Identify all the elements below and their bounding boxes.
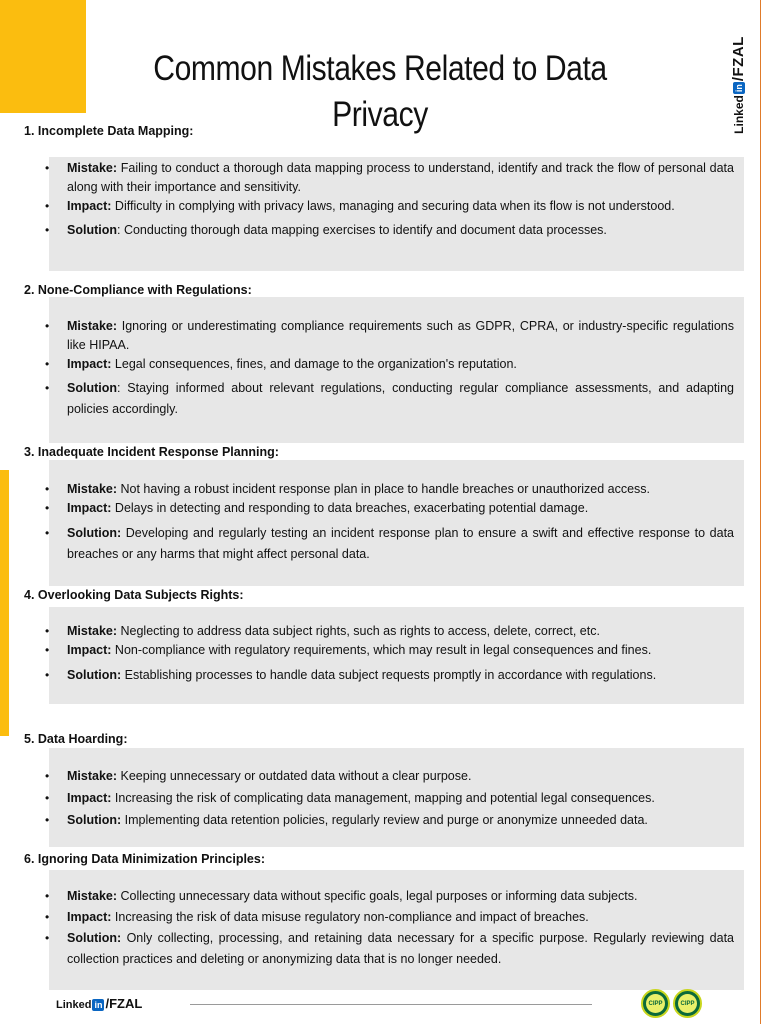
- item-label: Impact:: [67, 910, 112, 924]
- section-heading: 6. Ignoring Data Minimization Principles:: [24, 852, 265, 866]
- list-item: [45, 787, 744, 809]
- section-4-box: [45, 607, 744, 704]
- list-item: [45, 355, 744, 374]
- item-text: Ignoring or underestimating compliance requirements such as GDPR, CPRA, or industry-specific regulations like HIPAA.: [67, 319, 734, 352]
- list-item: [45, 197, 744, 216]
- item-text: : Conducting thorough data mapping exercises to identify and document data processes.: [117, 223, 607, 237]
- item-label: Mistake:: [67, 161, 118, 175]
- list-item: [45, 907, 744, 928]
- footer-brand-logo: [56, 995, 142, 1013]
- item-label: Impact:: [67, 643, 112, 657]
- section-heading: 2. None-Compliance with Regulations:: [24, 283, 252, 297]
- list-item: [45, 886, 744, 907]
- list-item: [45, 480, 744, 499]
- section-1-box: [45, 157, 744, 271]
- list-item: [45, 809, 744, 831]
- bullet-icon: •: [45, 910, 50, 924]
- item-text: Collecting unnecessary data without specific goals, legal purposes or informing data subjects.: [117, 889, 638, 903]
- section-1: [24, 122, 744, 140]
- list-item: [45, 523, 744, 565]
- item-text: Increasing the risk of complicating data management, mapping and potential legal consequences.: [111, 791, 655, 805]
- bullet-icon: •: [45, 769, 50, 783]
- bullet-icon: •: [45, 889, 50, 903]
- bullet-icon: •: [45, 526, 50, 540]
- list-item: [45, 765, 744, 787]
- item-text: Implementing data retention policies, regularly review and purge or anonymize unneeded data.: [121, 813, 648, 827]
- badge-label: CIPP: [678, 994, 697, 1013]
- section-3-box: [45, 460, 744, 586]
- section-heading: 4. Overlooking Data Subjects Rights:: [24, 588, 244, 602]
- bullet-icon: •: [45, 161, 50, 175]
- accent-block: [0, 0, 86, 113]
- bullet-icon: •: [45, 668, 50, 682]
- list-item: [45, 928, 744, 970]
- section-4: [24, 586, 744, 604]
- linkedin-icon: in: [94, 1000, 103, 1010]
- list-item: [45, 378, 744, 420]
- list-item: [45, 221, 744, 240]
- page-title: Common Mistakes Related to Data Privacy: [153, 49, 607, 134]
- list-item: [45, 622, 744, 641]
- bullet-icon: •: [45, 319, 50, 333]
- bullet-icon: •: [45, 482, 50, 496]
- linkedin-icon: in: [734, 84, 744, 93]
- item-text: Establishing processes to handle data subject requests promptly in accordance with regulations.: [121, 668, 657, 682]
- section-5-box: [45, 748, 744, 847]
- item-text: Failing to conduct a thorough data mapping process to understand, identify and track the flow of personal data along with their importance and sensitivity.: [67, 161, 734, 194]
- item-label: Impact:: [67, 199, 112, 213]
- item-label: Solution:: [67, 931, 122, 945]
- item-text: Increasing the risk of data misuse regulatory non-compliance and impact of breaches.: [111, 910, 589, 924]
- item-label: Solution:: [67, 813, 122, 827]
- section-5: [24, 730, 744, 748]
- section-6-box: [45, 870, 744, 990]
- footer-divider: [190, 1004, 592, 1005]
- item-label: Impact:: [67, 357, 112, 371]
- section-heading: 5. Data Hoarding:: [24, 732, 128, 746]
- item-label: Solution:: [67, 526, 122, 540]
- list-item: [45, 499, 744, 518]
- list-item: [45, 666, 744, 685]
- list-item: [45, 159, 744, 197]
- section-6: [24, 850, 744, 868]
- section-2-box: [45, 297, 744, 443]
- bullet-icon: •: [45, 643, 50, 657]
- bullet-icon: •: [45, 381, 50, 395]
- bullet-icon: •: [45, 791, 50, 805]
- item-label: Mistake:: [67, 482, 118, 496]
- bullet-icon: •: [45, 813, 50, 827]
- item-label: Mistake:: [67, 769, 118, 783]
- item-label: Impact:: [67, 791, 112, 805]
- side-brand-logo: [727, 35, 751, 135]
- section-heading: 1. Incomplete Data Mapping:: [24, 124, 194, 138]
- bullet-icon: •: [45, 199, 50, 213]
- item-label: Solution:: [67, 668, 122, 682]
- item-text: Legal consequences, fines, and damage to the organization's reputation.: [111, 357, 517, 371]
- item-label: Mistake:: [67, 319, 118, 333]
- bullet-icon: •: [45, 624, 50, 638]
- list-item: [45, 641, 744, 660]
- item-label: Solution: [67, 381, 117, 395]
- right-edge-rule: [760, 0, 761, 1024]
- footer-linked-text: Linked: [56, 999, 92, 1011]
- bullet-icon: •: [45, 501, 50, 515]
- item-text: Difficulty in complying with privacy laws, managing and securing data when its flow is not understood.: [111, 199, 675, 213]
- item-text: Only collecting, processing, and retaining data necessary for a specific purpose. Regularly reviewing data collection practices and deleting or anonymizing data that is no longer needed.: [67, 931, 734, 966]
- bullet-icon: •: [45, 223, 50, 237]
- brand-fzal-text: /FZAL: [730, 36, 747, 82]
- item-label: Mistake:: [67, 889, 118, 903]
- cipp-badge-icon: [641, 989, 670, 1018]
- item-text: Keeping unnecessary or outdated data without a clear purpose.: [117, 769, 472, 783]
- item-text: Delays in detecting and responding to data breaches, exacerbating potential damage.: [111, 501, 589, 515]
- bullet-icon: •: [45, 357, 50, 371]
- badge-label: CIPP: [646, 994, 665, 1013]
- bullet-icon: •: [45, 931, 50, 945]
- footer-fzal-text: /FZAL: [105, 996, 143, 1011]
- item-text: Developing and regularly testing an incident response plan to ensure a swift and effective response to data breaches or any harms that might affect personal data.: [67, 526, 734, 561]
- item-label: Impact:: [67, 501, 112, 515]
- item-label: Solution: [67, 223, 117, 237]
- section-3: [24, 443, 744, 461]
- item-text: Neglecting to address data subject rights, such as rights to access, delete, correct, etc.: [117, 624, 600, 638]
- item-text: Non-compliance with regulatory requirements, which may result in legal consequences and fines.: [111, 643, 652, 657]
- item-text: Not having a robust incident response plan in place to handle breaches or unauthorized access.: [117, 482, 651, 496]
- item-text: : Staying informed about relevant regulations, conducting regular compliance assessments, and adapting policies accordingly.: [67, 381, 734, 416]
- brand-linked-text: Linked: [732, 95, 746, 134]
- item-label: Mistake:: [67, 624, 118, 638]
- cipp-badge-icon: [673, 989, 702, 1018]
- list-item: [45, 317, 744, 355]
- section-heading: 3. Inadequate Incident Response Planning:: [24, 445, 279, 459]
- accent-side-bar: [0, 470, 9, 736]
